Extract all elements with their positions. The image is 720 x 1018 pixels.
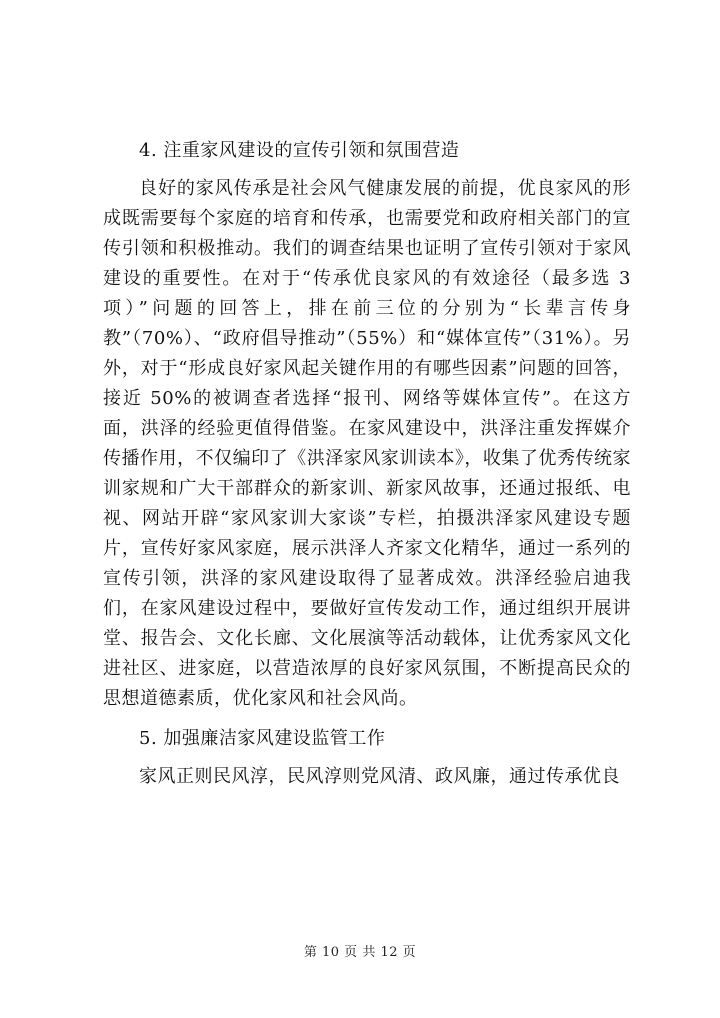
section-5-paragraph: 家风正则民风淳，民风淳则党风清、政风廉，通过传承优良 (139, 766, 620, 787)
section-4-paragraph: 良好的家风传承是社会风气健康发展的前提，优良家风的形成既需要每个家庭的培育和传承，也需要党和政府相关部门的宣传引领和积极推动。我们的调查结果也证明了宣传引领对于家风建设的重要性。在对于“传承优良家风的有效途径（最多选 3 项）”问题的回答上，排在前三位的分别为“长辈言传身教”（70%）、“政府倡导推动”（55%）和“媒体宣传”（31%）。另外，对于“形成良好家风起关键作用的有哪些因素”问题的回答，接近 50%的被调查者选择“报刊、网络等媒体宣传”。在这方面，洪泽的经验更值得借鉴。在家风建设中，洪泽注重发挥媒介传播作用，不仅编印了《洪泽家风家训读本》，收集了优秀传统家训家规和广大干部群众的新家训、新家风故事，还通过报纸、电视、网站开辟“家风家训大家谈”专栏，拍摄洪泽家风建设专题片，宣传好家风家庭，展示洪泽人齐家文化精华，通过一系列的宣传引领，洪泽的家风建设取得了显著成效。洪泽经验启迪我们，在家风建设过程中，要做好宣传发动工作，通过组织开展讲堂、报告会、文化长廊、文化展演等活动载体，让优秀家风文化进社区、进家庭，以营造浓厚的良好家风氛围，不断提高民众的思想道德素质，优化家风和社会风尚。 (103, 178, 631, 709)
section-heading-5: 5. 加强廉洁家风建设监管工作 (139, 728, 386, 749)
document-body (103, 136, 631, 792)
page-number-footer: 第 10 页 共 12 页 (303, 945, 417, 960)
section-heading-4: 4. 注重家风建设的宣传引领和氛围营造 (139, 140, 460, 161)
